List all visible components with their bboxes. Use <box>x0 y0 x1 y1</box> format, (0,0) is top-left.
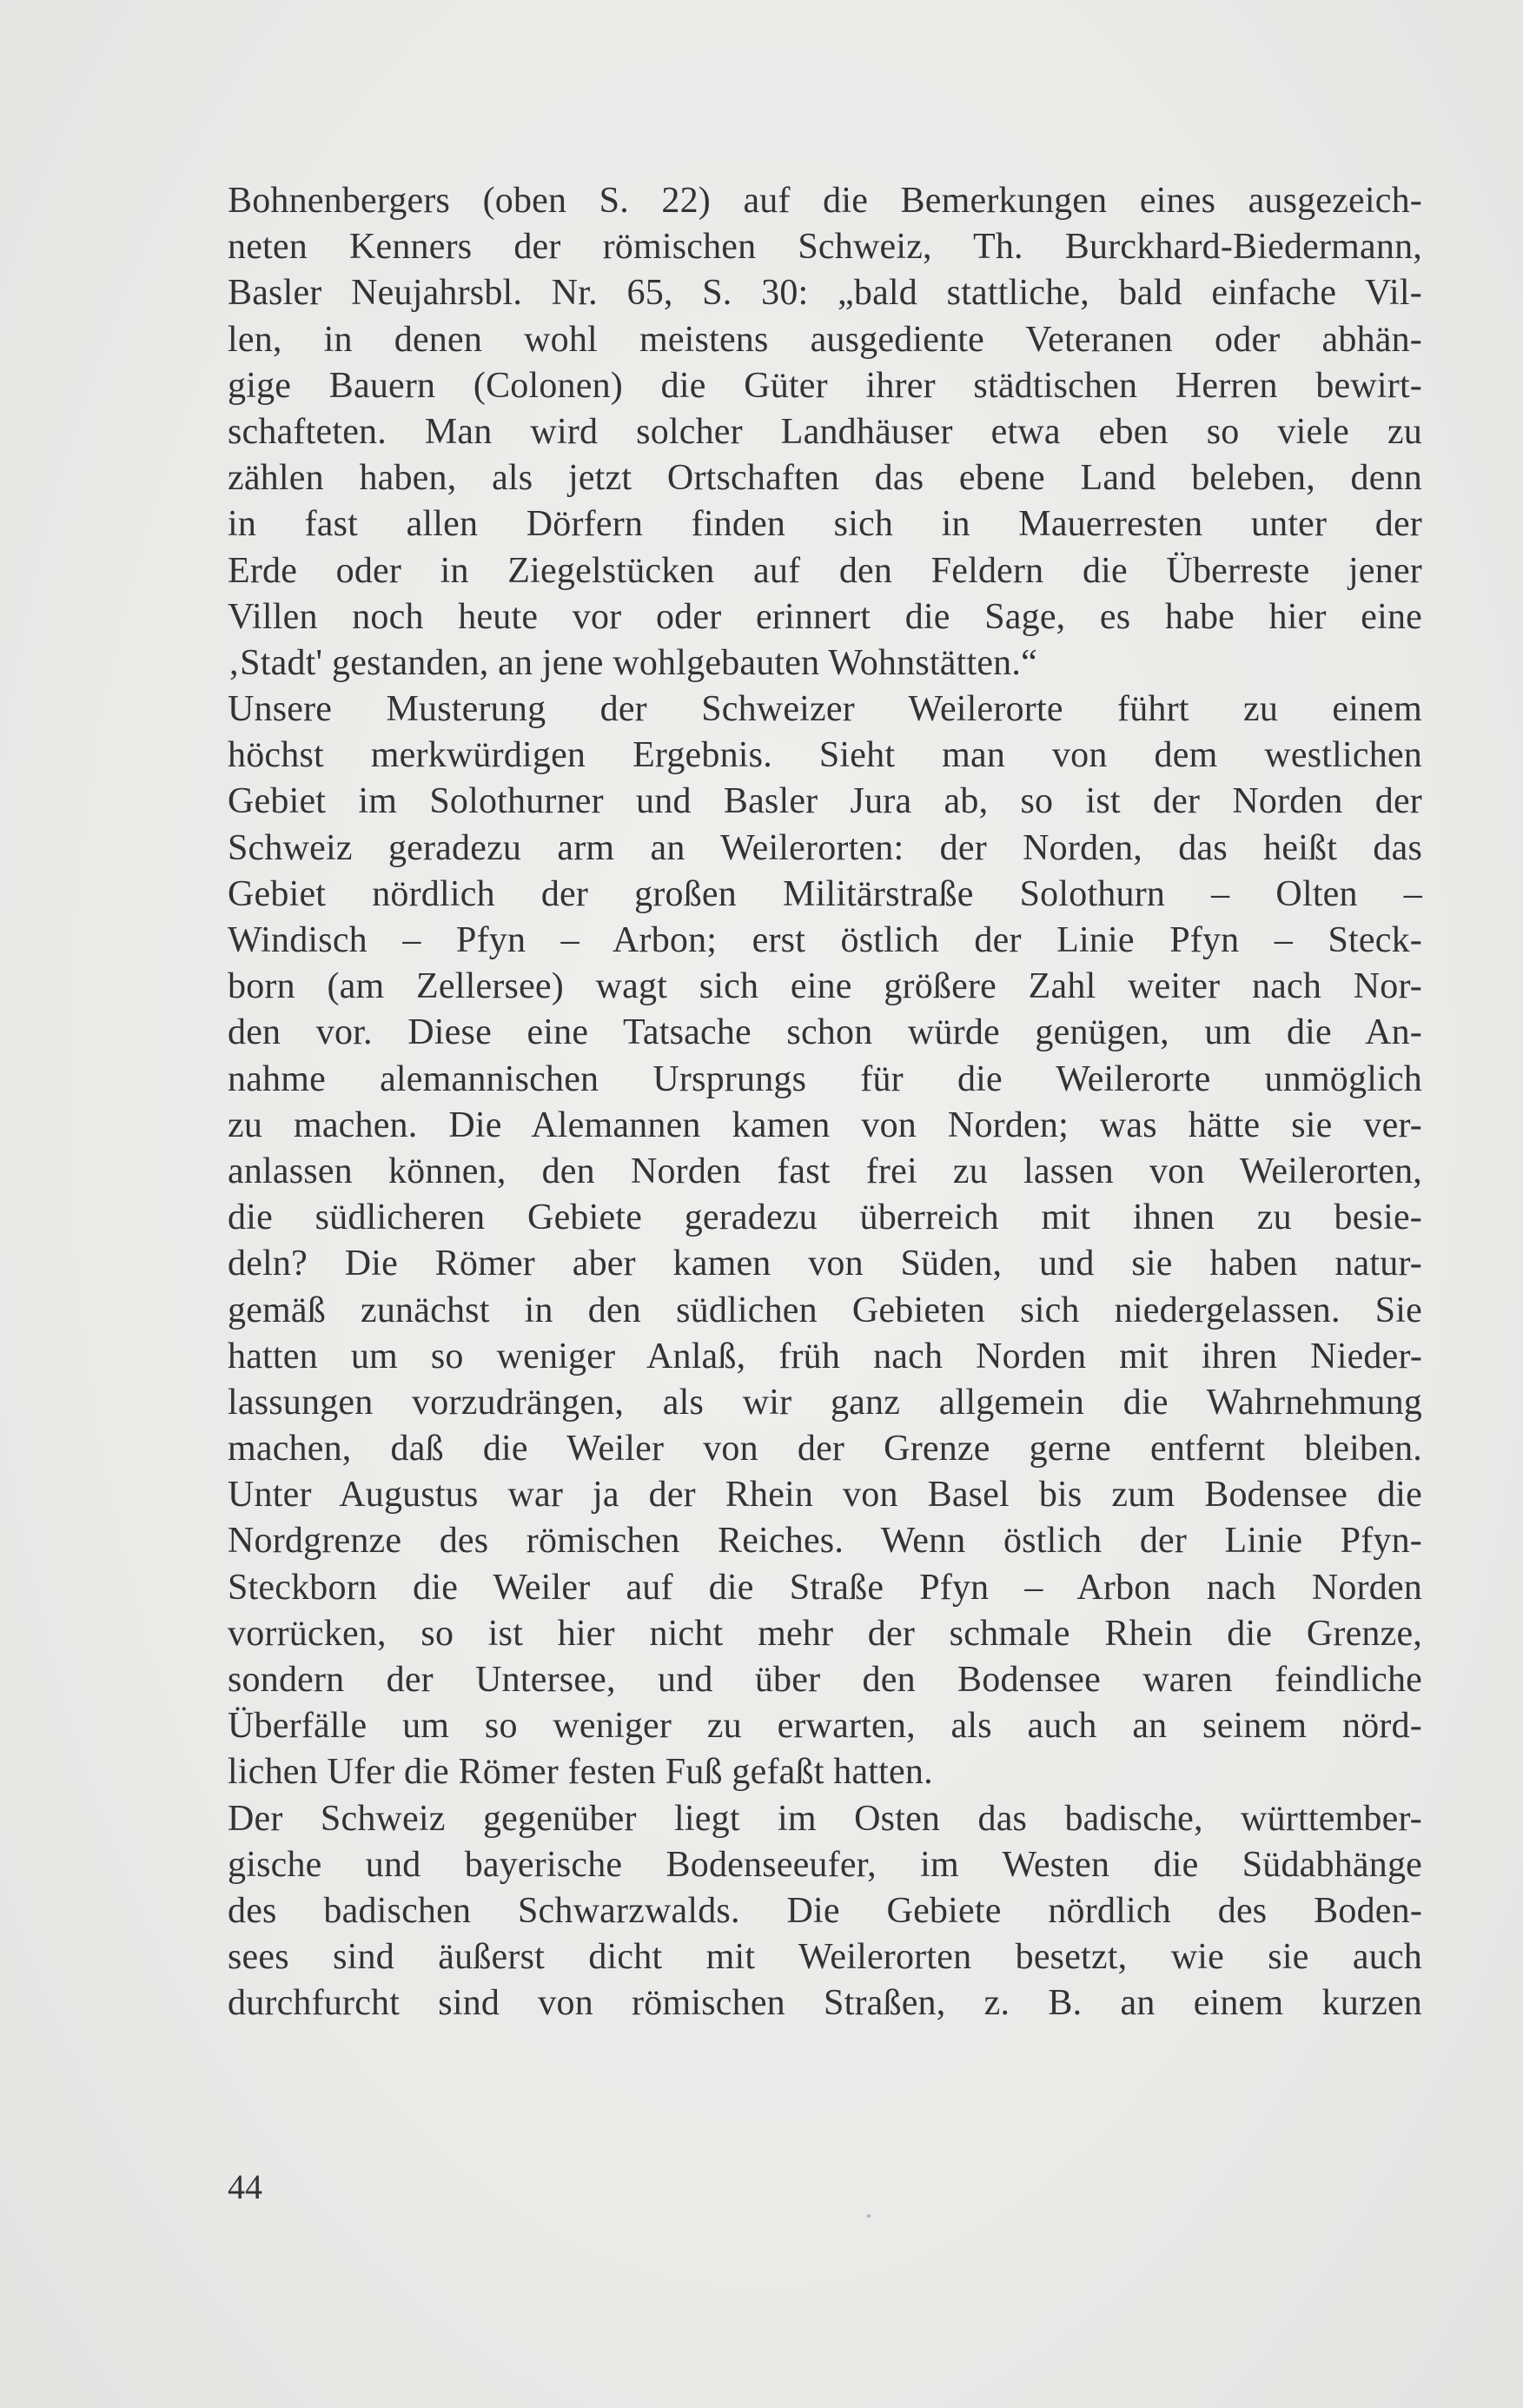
text-line: sondern der Untersee, und über den Bodensee waren feindliche <box>228 1660 1422 1700</box>
text-line: vorrücken, so ist hier nicht mehr der schmale Rhein die Grenze, <box>228 1613 1422 1654</box>
text-line: hatten um so weniger Anlaß, früh nach Norden mit ihren Nieder- <box>228 1336 1422 1376</box>
paper-speck <box>867 2214 871 2218</box>
text-line: durchfurcht sind von römischen Straßen, z. B. an einem kurzen <box>228 1983 1422 2024</box>
text-line: Basler Neujahrsbl. Nr. 65, S. 30: „bald stattliche, bald einfache Vil- <box>228 273 1422 314</box>
text-line: ‚Stadt' gestanden, an jene wohlgebauten Wohnstätten.“ <box>228 642 1037 683</box>
text-line: Bohnenbergers (oben S. 22) auf die Bemerkungen eines ausgezeich- <box>228 181 1422 221</box>
text-line: höchst merkwürdigen Ergebnis. Sieht man von dem westlichen <box>228 735 1422 776</box>
text-line: in fast allen Dörfern finden sich in Mauerresten unter der <box>228 504 1422 545</box>
text-line: Überfälle um so weniger zu erwarten, als auch an seinem nörd- <box>228 1706 1422 1747</box>
text-line: lichen Ufer die Römer festen Fuß gefaßt hatten. <box>228 1752 933 1793</box>
text-line: deln? Die Römer aber kamen von Süden, und sie haben natur- <box>228 1244 1422 1284</box>
body-text <box>228 178 1422 2027</box>
text-line: machen, daß die Weiler von der Grenze gerne entfernt bleiben. <box>228 1429 1422 1469</box>
text-line: anlassen können, den Norden fast frei zu lassen von Weilerorten, <box>228 1151 1422 1191</box>
text-line: Erde oder in Ziegelstücken auf den Feldern die Überreste jener <box>228 550 1422 591</box>
text-line: Gebiet im Solothurner und Basler Jura ab, so ist der Norden der <box>228 781 1422 822</box>
text-line: Nordgrenze des römischen Reiches. Wenn östlich der Linie Pfyn- <box>228 1521 1422 1562</box>
text-line: den vor. Diese eine Tatsache schon würde genügen, um die An- <box>228 1012 1422 1053</box>
text-line: Windisch – Pfyn – Arbon; erst östlich der Linie Pfyn – Steck- <box>228 920 1422 960</box>
text-line: gische und bayerische Bodenseeufer, im Westen die Südabhänge <box>228 1844 1422 1885</box>
text-line: Steckborn die Weiler auf die Straße Pfyn – Arbon nach Norden <box>228 1567 1422 1608</box>
text-line: Schweiz geradezu arm an Weilerorten: der Norden, das heißt das <box>228 827 1422 868</box>
text-line: nahme alemannischen Ursprungs für die Weilerorte unmöglich <box>228 1058 1422 1099</box>
text-line: Gebiet nördlich der großen Militärstraße Solothurn – Olten – <box>228 873 1422 914</box>
text-line: lassungen vorzudrängen, als wir ganz allgemein die Wahrnehmung <box>228 1382 1422 1423</box>
text-line: Unter Augustus war ja der Rhein von Basel bis zum Bodensee die <box>228 1475 1422 1516</box>
text-line: Der Schweiz gegenüber liegt im Osten das badische, württember- <box>228 1798 1422 1839</box>
text-line: gemäß zunächst in den südlichen Gebieten sich niedergelassen. Sie <box>228 1290 1422 1330</box>
text-line: len, in denen wohl meistens ausgediente Veteranen oder abhän- <box>228 319 1422 360</box>
text-line: Villen noch heute vor oder erinnert die Sage, es habe hier eine <box>228 596 1422 637</box>
text-line: sees sind äußerst dicht mit Weilerorten besetzt, wie sie auch <box>228 1937 1422 1978</box>
text-line: gige Bauern (Colonen) die Güter ihrer städtischen Herren bewirt- <box>228 365 1422 406</box>
text-line: des badischen Schwarzwalds. Die Gebiete nördlich des Boden- <box>228 1890 1422 1931</box>
text-line: born (am Zellersee) wagt sich eine größere Zahl weiter nach Nor- <box>228 966 1422 1007</box>
text-line: die südlicheren Gebiete geradezu überreich mit ihnen zu besie- <box>228 1197 1422 1238</box>
page-number: 44 <box>228 2167 262 2206</box>
text-line: neten Kenners der römischen Schweiz, Th. Burckhard-Biedermann, <box>228 227 1422 268</box>
text-line: schafteten. Man wird solcher Landhäuser etwa eben so viele zu <box>228 411 1422 452</box>
text-line: zu machen. Die Alemannen kamen von Norden; was hätte sie ver- <box>228 1104 1422 1145</box>
text-line: zählen haben, als jetzt Ortschaften das ebene Land beleben, denn <box>228 458 1422 499</box>
text-line: Unsere Musterung der Schweizer Weilerorte führt zu einem <box>228 689 1422 730</box>
